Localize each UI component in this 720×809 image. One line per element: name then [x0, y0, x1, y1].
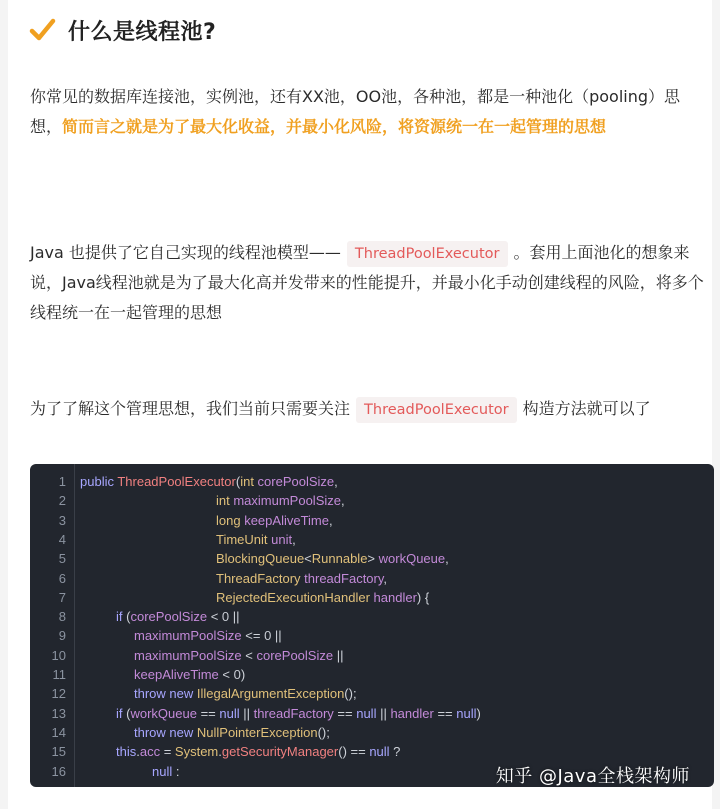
paragraph-constructor-before: 为了了解这个管理思想，我们当前只需要关注 [30, 399, 351, 418]
code-token: int [216, 493, 234, 509]
code-line [216, 588, 429, 607]
code-token: throw new [134, 686, 197, 702]
code-token: int [240, 474, 258, 489]
code-token: = [163, 744, 175, 760]
code-line [216, 569, 387, 588]
code-token: ( [126, 609, 131, 625]
code-token: ) [240, 667, 246, 682]
code-token: || [243, 705, 254, 721]
code-token: null [219, 705, 244, 721]
code-token: if [116, 609, 127, 625]
code-token: 0 [221, 609, 233, 625]
code-token: maximumPoolSize [134, 628, 246, 644]
inline-code-threadpoolexecutor-2: ThreadPoolExecutor [356, 397, 517, 423]
code-token: ) { [416, 589, 430, 605]
code-token: == [437, 705, 457, 721]
code-line [216, 511, 333, 530]
code-token: . [218, 744, 222, 760]
code-token: 0 [264, 628, 275, 644]
code-token: maximumPoolSize [134, 647, 246, 663]
code-token: null [356, 705, 381, 721]
code-token: ThreadFactory [216, 570, 305, 586]
code-line [216, 530, 296, 549]
code-token: BlockingQueue [216, 551, 305, 567]
code-token: < [245, 647, 257, 663]
code-token: corePoolSize [257, 474, 335, 489]
code-line [134, 723, 330, 742]
code-token: this [116, 744, 137, 760]
heading-title: 什么是线程池? [68, 19, 217, 45]
code-line [116, 742, 400, 761]
code-token: null [369, 744, 394, 760]
line-number: 6 [58, 570, 66, 586]
line-number: 12 [51, 686, 66, 702]
inline-code-threadpoolexecutor: ThreadPoolExecutor [347, 241, 508, 267]
code-token: ? [393, 744, 401, 760]
line-number: 2 [58, 493, 66, 509]
code-token: || [274, 628, 282, 644]
code-token: == [200, 705, 220, 721]
paragraph-constructor-after: 构造方法就可以了 [522, 399, 651, 418]
code-token: corePoolSize [256, 647, 337, 663]
code-token: TimeUnit [216, 531, 272, 547]
line-number: 4 [58, 531, 66, 547]
code-token: keepAliveTime [244, 512, 329, 528]
highlight-text: 简而言之就是为了最大化收益，并最小化风险，将资源统一在一起管理的思想 [62, 117, 607, 136]
paragraph-java-pool [30, 238, 706, 328]
code-token: ) [476, 705, 481, 721]
code-token: : [175, 763, 180, 779]
code-token: if [116, 705, 127, 721]
code-line [80, 472, 338, 491]
code-token: < [210, 609, 222, 625]
code-line [134, 626, 282, 645]
code-token: , [334, 474, 338, 489]
code-line [216, 549, 449, 568]
line-number: 13 [51, 705, 66, 721]
line-number: 11 [52, 667, 66, 682]
code-token: NullPointerException [196, 724, 318, 740]
code-token: 0 [233, 667, 241, 682]
paragraph-pooling [30, 82, 706, 142]
code-token: threadFactory [253, 705, 338, 721]
code-token: || [336, 647, 344, 663]
line-number: 9 [58, 628, 66, 644]
code-token: . [136, 744, 140, 760]
code-token: threadFactory [304, 570, 384, 586]
code-token: > [367, 551, 379, 567]
code-token: <= [245, 628, 265, 644]
zhihu-watermark: 知乎 @Java全栈架构师 [495, 766, 690, 787]
line-number-gutter [30, 464, 75, 787]
code-token: || [380, 705, 391, 721]
code-line [216, 491, 345, 510]
code-token: handler [390, 705, 438, 721]
code-token: long [216, 512, 245, 528]
code-token: , [445, 551, 449, 567]
code-line [134, 684, 357, 703]
code-token: < [222, 667, 234, 682]
code-line [134, 665, 245, 684]
article-page [8, 0, 712, 809]
code-token: , [341, 493, 345, 509]
code-token: IllegalArgumentException [196, 686, 345, 702]
code-token: maximumPoolSize [233, 493, 341, 509]
code-token: keepAliveTime [134, 667, 223, 682]
code-line [116, 607, 240, 626]
code-token: unit [271, 531, 293, 547]
line-number: 1 [58, 474, 66, 489]
paragraph-java-pool-before: Java 也提供了它自己实现的线程池模型—— [30, 243, 341, 262]
code-token: || [232, 609, 240, 625]
code-token: ( [126, 705, 131, 721]
code-token: corePoolSize [130, 609, 211, 625]
code-token: handler [373, 589, 417, 605]
code-line [116, 704, 481, 723]
code-line [152, 762, 179, 781]
code-block [30, 464, 714, 787]
line-number: 14 [51, 724, 66, 740]
code-token: ( [235, 474, 241, 489]
line-number: 8 [58, 609, 66, 625]
line-number: 7 [58, 589, 66, 605]
code-token: RejectedExecutionHandler [216, 589, 374, 605]
line-number: 10 [51, 647, 66, 663]
paragraph-constructor [30, 394, 706, 424]
code-token: == [337, 705, 357, 721]
paragraph-java-pool-after: 。套用上面池化的想象来说，Java线程池就是为了最大化高并发带来的性能提升，并最小化手动创建线程的风险，将多个线程统一在一起管理的思想 [30, 243, 704, 322]
line-number: 5 [58, 551, 66, 567]
code-token: System [174, 744, 219, 760]
line-number: 3 [58, 512, 66, 528]
code-token: < [304, 551, 312, 567]
code-token: () == [338, 744, 370, 760]
paragraph-pooling-text: 你常见的数据库连接池，实例池，还有XX池，OO池，各种池，都是一种池化（pooling）思想， [30, 87, 681, 136]
checkmark-icon [28, 16, 56, 44]
code-token: (); [344, 686, 357, 702]
line-number: 16 [51, 763, 66, 779]
code-token: workQueue [130, 705, 201, 721]
code-line [134, 646, 343, 665]
code-token: , [292, 531, 296, 547]
code-token: acc [139, 744, 164, 760]
code-token: , [328, 512, 333, 528]
code-token: workQueue [378, 551, 446, 567]
section-heading [28, 12, 216, 48]
code-token: getSecurityManager [221, 744, 339, 760]
code-token: (); [317, 724, 330, 740]
code-token: throw new [134, 724, 197, 740]
code-token: null [152, 763, 176, 779]
code-token: ThreadPoolExecutor [117, 474, 236, 489]
code-token: public [80, 474, 118, 489]
code-token: Runnable [311, 551, 368, 567]
line-number: 15 [51, 744, 66, 760]
code-token: null [456, 705, 477, 721]
code-token: , [383, 570, 388, 586]
